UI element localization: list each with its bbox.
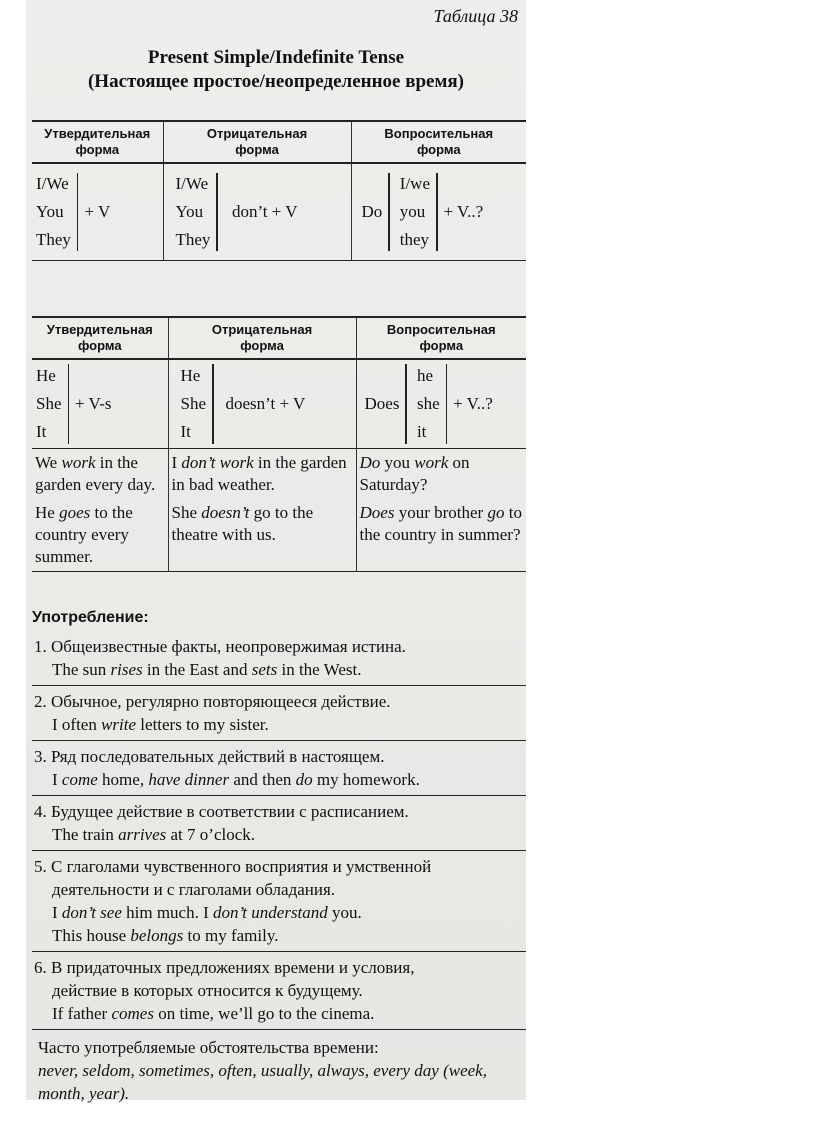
header-affirmative: Утвердительная форма bbox=[32, 121, 163, 163]
usage-item: 5. С глаголами чувственного восприятия и умственной деятельности и с глаголами обладания. I don’t see him much. I don’t understand you. This house belongs to my family. bbox=[32, 851, 526, 952]
header-negative: Отрицательная форма bbox=[163, 121, 351, 163]
example-affirmative: He goes to the country every summer. bbox=[32, 499, 168, 572]
negative-cell: I/We You Theydon’t + V bbox=[163, 163, 351, 261]
header-interrogative: Вопросительная форма bbox=[356, 317, 526, 359]
title-line-1: Present Simple/Indefinite Tense bbox=[147, 47, 405, 68]
usage-item: 3. Ряд последовательных действий в настоящем. I come home, have dinner and then do my homework. bbox=[32, 741, 526, 796]
usage-item: 1. Общеизвестные факты, неопровержимая истина. The sun rises in the East and sets in the West. bbox=[32, 631, 526, 686]
usage-item: 6. В придаточных предложениях времени и условия, действие в которых относится к будущему. If father comes on time, we’ll go to the cinema. bbox=[32, 952, 526, 1030]
usage-section bbox=[32, 605, 526, 1105]
header-negative: Отрицательная форма bbox=[168, 317, 356, 359]
time-adverbs-label: Часто употребляемые обстоятельства времени: bbox=[38, 1038, 379, 1057]
affirmative-cell: I/We You They+ V bbox=[36, 174, 111, 249]
time-adverbs-note bbox=[32, 1030, 526, 1105]
example-negative: She doesn’t go to the theatre with us. bbox=[168, 499, 356, 572]
header-affirmative: Утвердительная форма bbox=[32, 317, 168, 359]
example-negative: I don’t work in the garden in bad weather. bbox=[168, 449, 356, 500]
forms-row bbox=[32, 359, 526, 449]
table-number: Таблица 38 bbox=[433, 6, 518, 26]
conjugation-table-third-person bbox=[32, 316, 526, 572]
example-affirmative: We work in the garden every day. bbox=[32, 449, 168, 500]
textbook-page bbox=[26, 0, 526, 1103]
affirmative-cell: He She It+ V-s bbox=[32, 359, 168, 449]
header-interrogative: Вопросительная форма bbox=[351, 121, 526, 163]
negative-cell: He She Itdoesn’t + V bbox=[168, 359, 356, 449]
time-adverbs-list: never, seldom, sometimes, often, usually, always, every day (week, month, year). bbox=[38, 1061, 487, 1103]
usage-item: 4. Будущее действие в соответствии с расписанием. The train arrives at 7 o’clock. bbox=[32, 796, 526, 851]
interrogative-cell: DoI/we you they+ V..? bbox=[351, 163, 526, 261]
page-title bbox=[26, 46, 526, 94]
usage-item: 2. Обычное, регулярно повторяющееся действие. I often write letters to my sister. bbox=[32, 686, 526, 741]
usage-heading: Употребление: bbox=[32, 609, 149, 626]
example-interrogative: Does your brother go to the country in summer? bbox=[356, 499, 526, 572]
conjugation-table-plural bbox=[32, 120, 526, 261]
forms-row bbox=[32, 163, 526, 261]
title-line-2: (Настоящее простое/неопределенное время) bbox=[87, 71, 465, 92]
header-row bbox=[32, 317, 526, 359]
example-row bbox=[32, 499, 526, 572]
example-row bbox=[32, 449, 526, 500]
header-row bbox=[32, 121, 526, 163]
interrogative-cell: Doeshe she it+ V..? bbox=[356, 359, 526, 449]
example-interrogative: Do you work on Saturday? bbox=[356, 449, 526, 500]
